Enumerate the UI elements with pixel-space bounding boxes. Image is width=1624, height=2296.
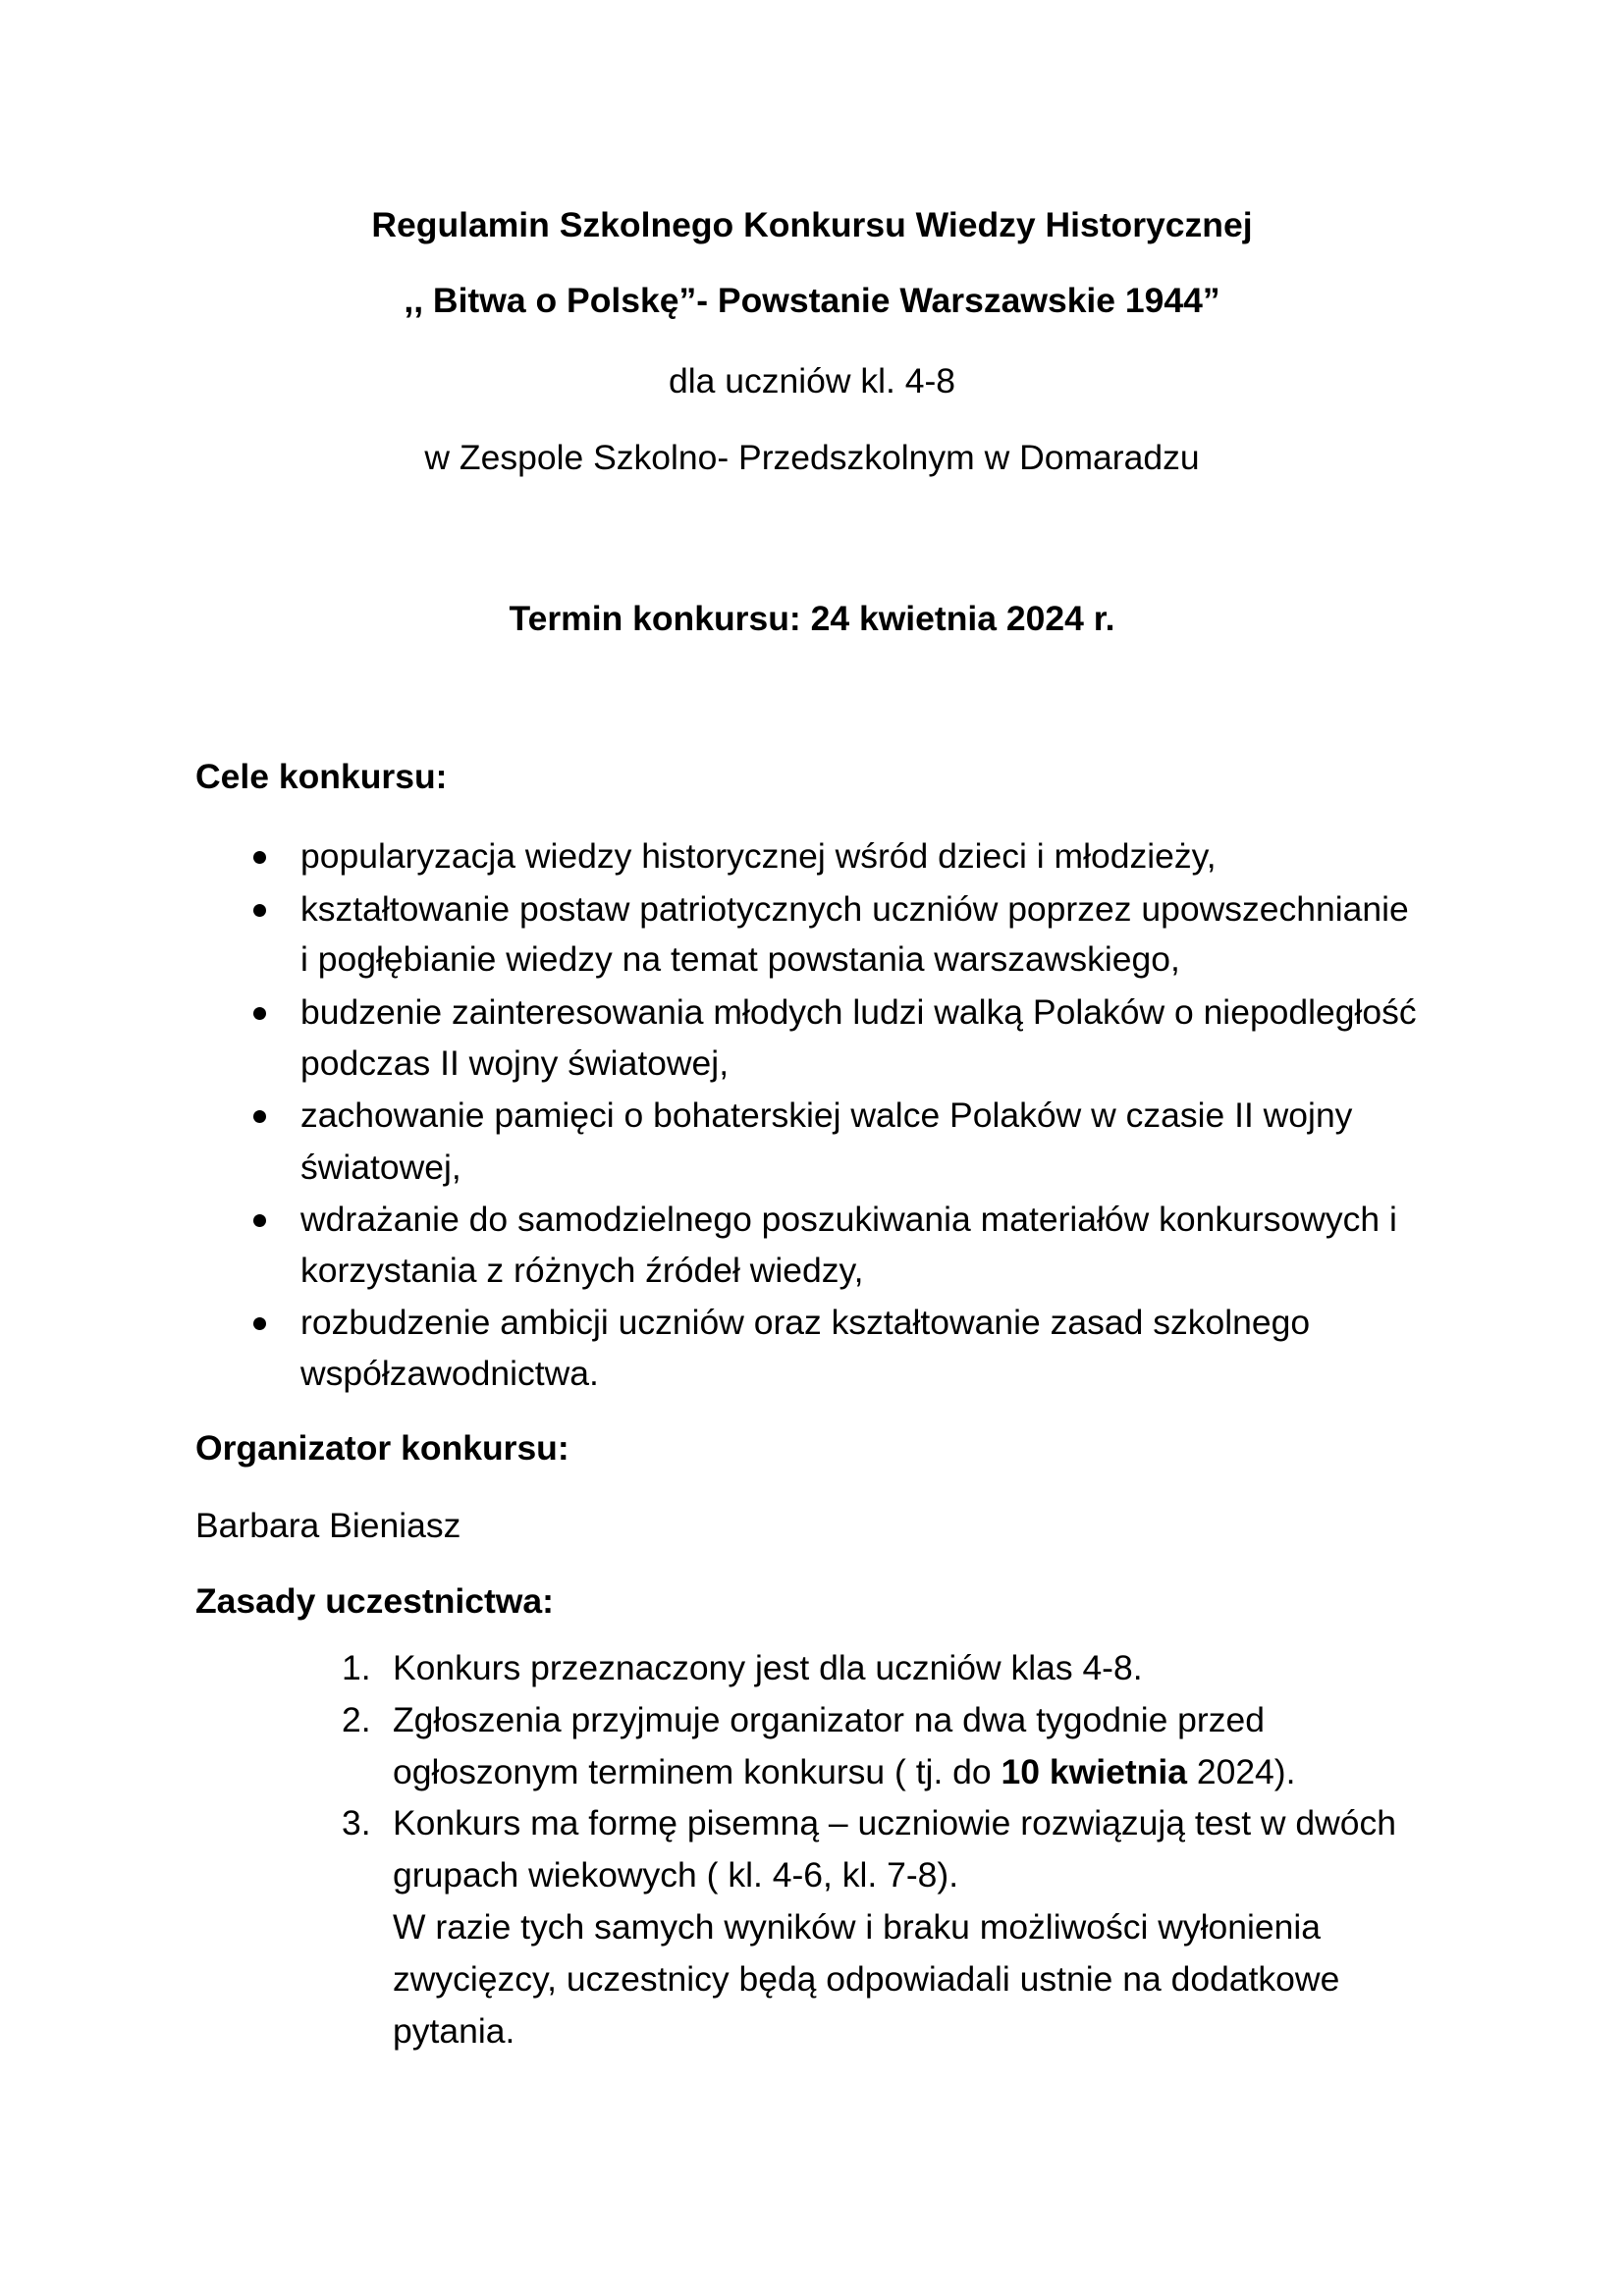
goal-item-line: rozbudzenie ambicji uczniów oraz kształtowanie zasad szkolnego xyxy=(300,1303,1311,1342)
goal-item-line: popularyzacja wiedzy historycznej wśród dzieci i młodzieży, xyxy=(300,836,1217,876)
goal-item-line: budzenie zainteresowania młodych ludzi walką Polaków o niepodległość xyxy=(300,992,1417,1032)
bullet-icon xyxy=(253,904,266,917)
organizer-name: Barbara Bieniasz xyxy=(195,1506,461,1545)
document-title-contest-name: ,, Bitwa o Polskę”- Powstanie Warszawskie 1944” xyxy=(404,281,1220,320)
rule-item-text: 2024). xyxy=(1186,1752,1296,1791)
rules-heading: Zasady uczestnictwa: xyxy=(195,1581,554,1621)
document-subtitle-school: w Zespole Szkolno- Przedszkolnym w Domaradzu xyxy=(424,438,1200,477)
document-subtitle-grades: dla uczniów kl. 4-8 xyxy=(668,361,956,400)
rule-number: 1. xyxy=(342,1648,371,1687)
goal-item-line: światowej, xyxy=(300,1148,461,1187)
goal-item-line: korzystania z różnych źródeł wiedzy, xyxy=(300,1251,864,1290)
rule-item-line: pytania. xyxy=(393,2011,515,2051)
rule-item-line: W razie tych samych wyników i braku możliwości wyłonienia xyxy=(393,1907,1321,1947)
rule-item-line: Konkurs ma formę pisemną – uczniowie rozwiązują test w dwóch xyxy=(393,1803,1397,1842)
goal-item-line: kształtowanie postaw patriotycznych uczniów poprzez upowszechnianie xyxy=(300,889,1409,929)
rule-item-line xyxy=(393,1752,1296,1791)
bullet-icon xyxy=(253,1110,266,1123)
bullet-icon xyxy=(253,1214,266,1227)
bullet-icon xyxy=(253,1317,266,1330)
rule-number: 2. xyxy=(342,1700,371,1739)
goal-item-line: zachowanie pamięci o bohaterskiej walce Polaków w czasie II wojny xyxy=(300,1095,1353,1135)
rule-item-text: ogłoszonym terminem konkursu ( tj. do xyxy=(393,1752,1001,1791)
bullet-icon xyxy=(253,851,266,864)
contest-date: Termin konkursu: 24 kwietnia 2024 r. xyxy=(509,599,1115,638)
goal-item-line: wdrażanie do samodzielnego poszukiwania materiałów konkursowych i xyxy=(300,1200,1397,1239)
rule-deadline-date: 10 kwietnia xyxy=(1001,1752,1187,1791)
goals-heading: Cele konkursu: xyxy=(195,757,448,796)
rule-item-line: grupach wiekowych ( kl. 4-6, kl. 7-8). xyxy=(393,1855,959,1895)
rule-item-line: Zgłoszenia przyjmuje organizator na dwa tygodnie przed xyxy=(393,1700,1265,1739)
goal-item-line: współzawodnictwa. xyxy=(300,1354,599,1393)
rule-item-line: zwycięzcy, uczestnicy będą odpowiadali ustnie na dodatkowe xyxy=(393,1959,1340,1999)
document-title: Regulamin Szkolnego Konkursu Wiedzy Historycznej xyxy=(371,205,1253,244)
organizer-heading: Organizator konkursu: xyxy=(195,1428,569,1468)
rule-item-line: Konkurs przeznaczony jest dla uczniów klas 4-8. xyxy=(393,1648,1143,1687)
goal-item-line: podczas II wojny światowej, xyxy=(300,1043,730,1083)
goal-item-line: i pogłębianie wiedzy na temat powstania warszawskiego, xyxy=(300,939,1180,979)
rule-number: 3. xyxy=(342,1803,371,1842)
bullet-icon xyxy=(253,1007,266,1020)
